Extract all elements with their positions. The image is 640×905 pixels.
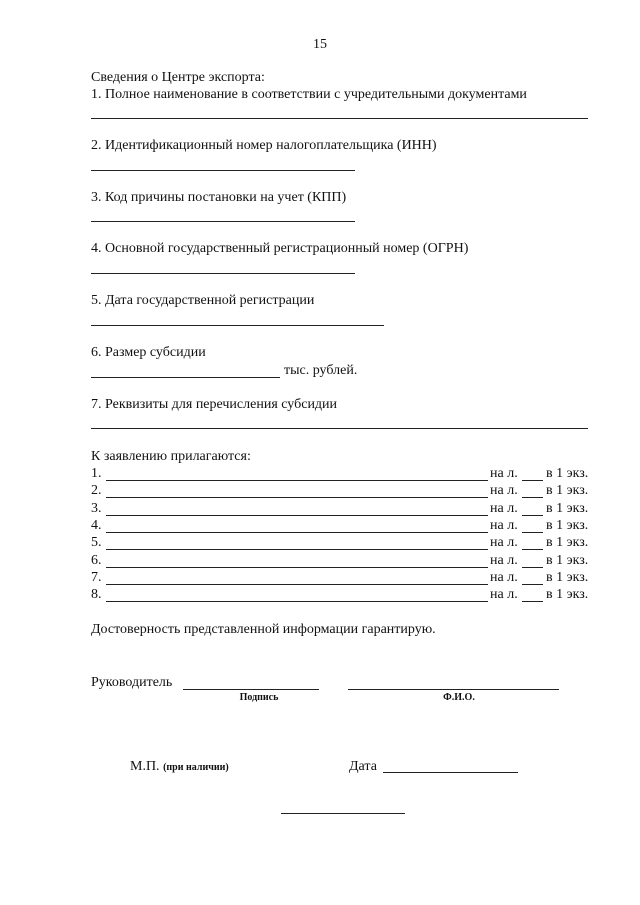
attachment-copies-label: в 1 экз. bbox=[546, 517, 589, 533]
attachment-pages-line[interactable] bbox=[522, 584, 543, 585]
item-full-name-label: 1. Полное наименование в соответствии с учредительными документами bbox=[91, 87, 527, 102]
subsidy-field-line[interactable] bbox=[91, 377, 280, 378]
attachment-number: 8. bbox=[91, 587, 102, 603]
fio-line[interactable] bbox=[348, 689, 559, 690]
item-inn-label: 2. Идентификационный номер налогоплательщика (ИНН) bbox=[91, 138, 437, 153]
full-name-field-line[interactable] bbox=[91, 118, 588, 119]
attachment-pages-label: на л. bbox=[490, 552, 518, 568]
ogrn-field-line[interactable] bbox=[91, 273, 355, 274]
attachment-pages-label: на л. bbox=[490, 517, 518, 533]
page-number: 15 bbox=[313, 37, 327, 52]
stamp-label: М.П. bbox=[130, 759, 160, 774]
attachment-number: 6. bbox=[91, 552, 102, 568]
attachment-copies-label: в 1 экз. bbox=[546, 466, 589, 481]
attachment-pages-label: на л. bbox=[490, 466, 518, 481]
item-ogrn-label: 4. Основной государственный регистрационный номер (ОГРН) bbox=[91, 241, 469, 256]
attachment-copies-label: в 1 экз. bbox=[546, 552, 589, 568]
attachment-number: 2. bbox=[91, 483, 102, 499]
subsidy-unit: тыс. рублей. bbox=[284, 363, 358, 378]
item-subsidy-label: 6. Размер субсидии bbox=[91, 345, 206, 360]
attachment-pages-line[interactable] bbox=[522, 497, 543, 498]
signature-caption: Подпись bbox=[239, 692, 279, 703]
attachment-number: 5. bbox=[91, 535, 102, 551]
attachment-name-line[interactable] bbox=[106, 515, 488, 516]
attachments-title: К заявлению прилагаются: bbox=[91, 449, 251, 464]
attachment-copies-label: в 1 экз. bbox=[546, 500, 589, 516]
footer-divider bbox=[281, 813, 405, 814]
kpp-field-line[interactable] bbox=[91, 221, 355, 222]
item-requisites-label: 7. Реквизиты для перечисления субсидии bbox=[91, 397, 338, 412]
attachment-pages-label: на л. bbox=[490, 587, 518, 603]
head-label: Руководитель bbox=[91, 675, 173, 690]
reg-date-field-line[interactable] bbox=[91, 325, 384, 326]
attachment-number: 1. bbox=[91, 466, 102, 481]
section-title: Сведения о Центре экспорта: bbox=[91, 70, 265, 85]
attachment-name-line[interactable] bbox=[106, 601, 488, 602]
attachment-number: 3. bbox=[91, 500, 102, 516]
attachment-pages-label: на л. bbox=[490, 569, 518, 585]
attachment-copies-label: в 1 экз. bbox=[546, 535, 589, 551]
attachment-copies-label: в 1 экз. bbox=[546, 483, 589, 499]
attachment-pages-label: на л. bbox=[490, 500, 518, 516]
attachment-copies-label: в 1 экз. bbox=[546, 587, 589, 603]
attachment-pages-line[interactable] bbox=[522, 515, 543, 516]
signature-line[interactable] bbox=[183, 689, 319, 690]
fio-caption: Ф.И.О. bbox=[443, 692, 475, 703]
stamp-area bbox=[130, 759, 229, 775]
inn-field-line[interactable] bbox=[91, 170, 355, 171]
attachment-name-line[interactable] bbox=[106, 480, 488, 481]
attachment-pages-label: на л. bbox=[490, 483, 518, 499]
item-reg-date-label: 5. Дата государственной регистрации bbox=[91, 293, 315, 308]
attachment-pages-line[interactable] bbox=[522, 601, 543, 602]
requisites-field-line[interactable] bbox=[91, 428, 588, 429]
stamp-note: (при наличии) bbox=[163, 762, 229, 773]
attachment-number: 4. bbox=[91, 517, 102, 533]
attachment-pages-line[interactable] bbox=[522, 480, 543, 481]
guarantee-statement: Достоверность представленной информации гарантирую. bbox=[91, 622, 436, 637]
date-field-line[interactable] bbox=[383, 772, 518, 773]
item-kpp-label: 3. Код причины постановки на учет (КПП) bbox=[91, 190, 347, 205]
attachment-pages-line[interactable] bbox=[522, 532, 543, 533]
attachment-copies-label: в 1 экз. bbox=[546, 569, 589, 585]
attachment-pages-line[interactable] bbox=[522, 549, 543, 550]
attachment-name-line[interactable] bbox=[106, 567, 488, 568]
attachment-name-line[interactable] bbox=[106, 584, 488, 585]
attachment-name-line[interactable] bbox=[106, 549, 488, 550]
attachment-pages-line[interactable] bbox=[522, 567, 543, 568]
attachment-name-line[interactable] bbox=[106, 497, 488, 498]
attachment-number: 7. bbox=[91, 569, 102, 585]
attachment-name-line[interactable] bbox=[106, 532, 488, 533]
attachment-pages-label: на л. bbox=[490, 535, 518, 551]
date-label: Дата bbox=[349, 759, 377, 774]
